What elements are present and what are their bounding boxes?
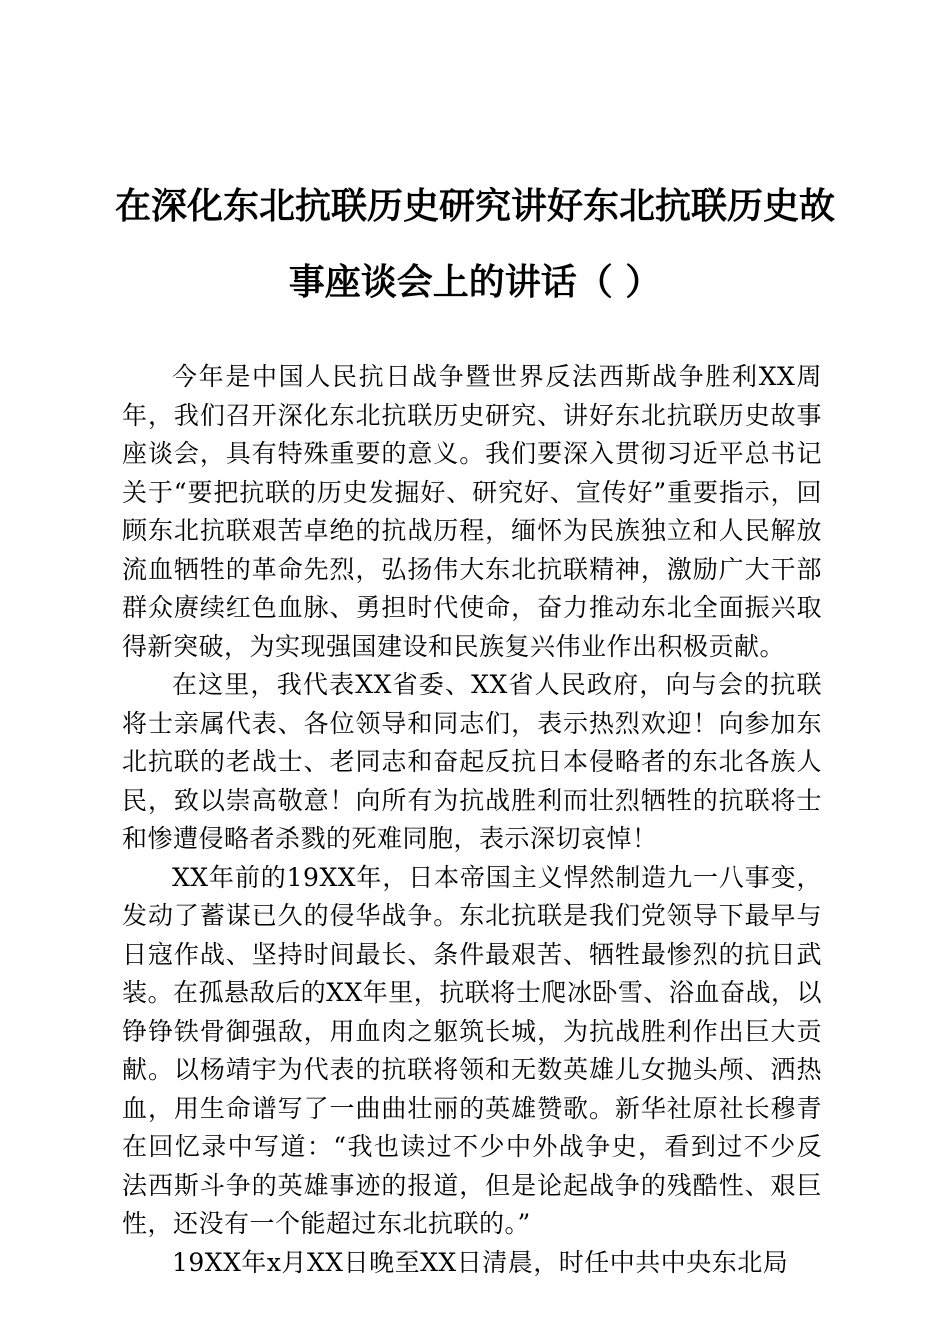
paragraph-2: 在这里，我代表XX省委、XX省人民政府，向与会的抗联将士亲属代表、各位领导和同志们，表示热烈欢迎！向参加东北抗联的老战士、老同志和奋起反抗日本侵略者的东北各族人民，致以崇高敬意！向所有为抗战胜利而壮烈牺牲的抗联将士和惨遭侵略者杀戮的死难同胞，表示深切哀悼！ — [122, 670, 822, 853]
title-line-1: 在深化东北抗联历史研究讲好东北抗联历史故 — [114, 185, 835, 227]
document-title — [100, 168, 850, 320]
document-body — [122, 358, 822, 1282]
paragraph-4: 19XX年x月XX日晚至XX日清晨，时任中共中央东北局 — [172, 1247, 789, 1277]
paragraph-1: 今年是中国人民抗日战争暨世界反法西斯战争胜利XX周年，我们召开深化东北抗联历史研究、讲好东北抗联历史故事座谈会，具有特殊重要的意义。我们要深入贯彻习近平总书记关于“要把抗联的历史发掘好、研究好、宣传好”重要指示，回顾东北抗联艰苦卓绝的抗战历程，缅怀为民族独立和人民解放流血牺牲的革命先烈，弘扬伟大东北抗联精神，激励广大干部群众赓续红色血脉、勇担时代使命，奋力推动东北全面振兴取得新突破，为实现强国建设和民族复兴伟业作出积极贡献。 — [122, 362, 822, 661]
paragraph-3: XX年前的19XX年，日本帝国主义悍然制造九一八事变，发动了蓄谋已久的侵华战争。东北抗联是我们党领导下最早与日寇作战、坚持时间最长、条件最艰苦、牺牲最惨烈的抗日武装。在孤悬敌后的XX年里，抗联将士爬冰卧雪、浴血奋战，以铮铮铁骨御强敌，用血肉之躯筑长城，为抗战胜利作出巨大贡献。以杨靖宇为代表的抗联将领和无数英雄儿女抛头颅、洒热血，用生命谱写了一曲曲壮丽的英雄赞歌。新华社原社长穆青在回忆录中写道：“我也读过不少中外战争史，看到过不少反法西斯斗争的英雄事迹的报道，但是论起战争的残酷性、艰巨性，还没有一个能超过东北抗联的。” — [122, 862, 822, 1238]
title-line-2: 事座谈会上的讲话（ ） — [288, 261, 662, 303]
